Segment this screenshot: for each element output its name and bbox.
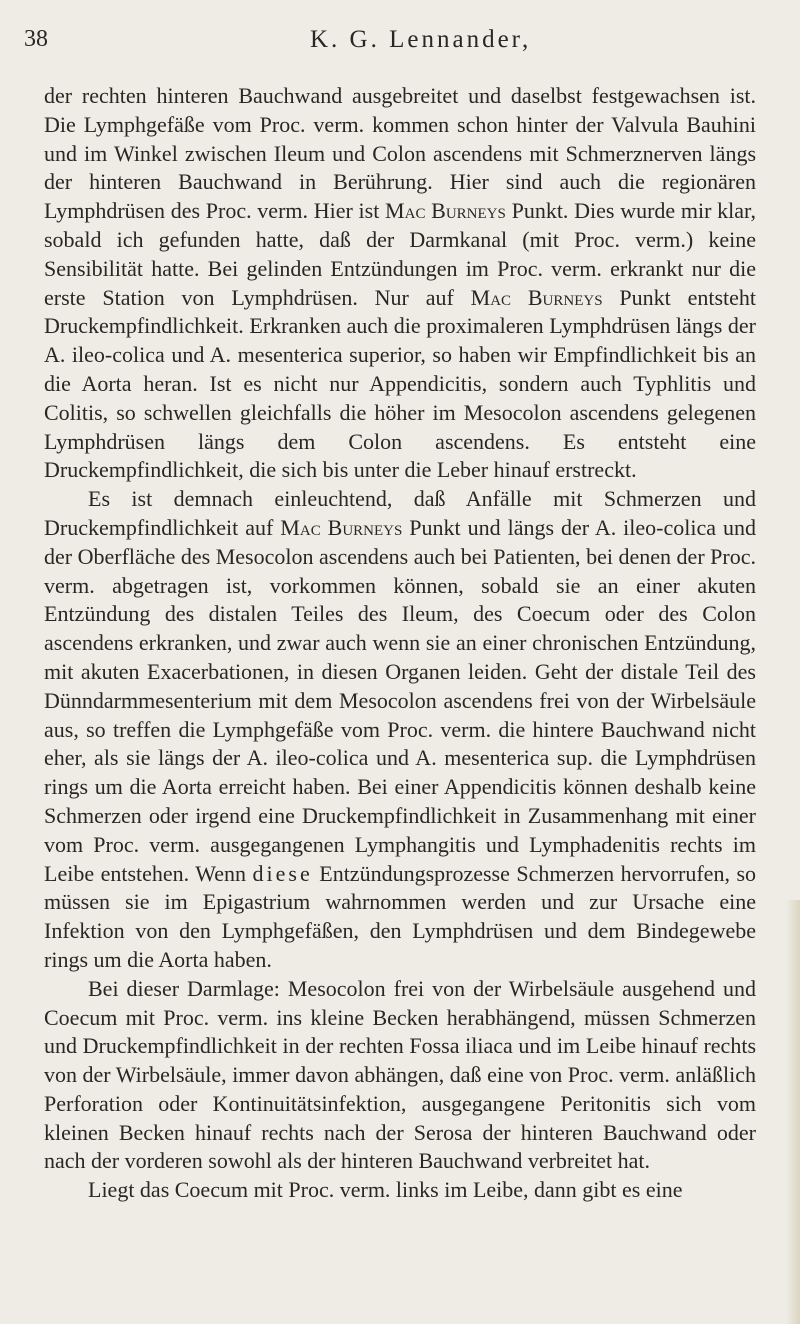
text-segment: der rechten hinteren Bauchwand ausgebreitet und daselbst festgewachsen ist. Die Lymphgefäße vom Proc. verm. kommen schon hinter der Valvula Bauhini und im Winkel zwischen Ileum und Colon ascendens mit Schmerznerven längs der hinteren Bauchwand in Berührung. Hier sind auch die regionären Lymphdrüsen des Proc. verm. Hier ist <box>44 83 756 224</box>
author-name: Mac Burneys <box>280 514 403 540</box>
text-segment: Punkt entsteht Druckempfindlichkeit. Erkranken auch die proximaleren Lymphdrüsen längs der A. ileo-colica und A. mesenterica superior, so haben wir Empfindlichkeit bis an die Aorta heran. Ist es nicht nur Appendicitis, sondern auch Typhlitis und Colitis, so schwellen gleichfalls die höher im Mesocolon ascendens gelegenen Lymphdrüsen längs dem Colon ascendens. Es entsteht eine Druckempfindlichkeit, die sich bis unter die Leber hinauf erstreckt. <box>44 284 756 483</box>
running-head: K. G. Lennander, <box>310 26 532 53</box>
text-segment: Entzündungsprozesse Schmerzen hervorrufen, so müssen sie im Epigastrium wahrnommen werden und zur Ursache eine Infektion von den Lymphgefäßen, den Lymphdrüsen und dem Bindegewebe rings um die Aorta haben. <box>44 860 757 972</box>
paragraph <box>44 485 756 975</box>
text-segment: Punkt und längs der A. ileo-colica und der Oberfläche des Mesocolon ascendens auch bei Patienten, bei denen der Proc. verm. abgetragen ist, vorkommen können, sobald sie an einer akuten Entzündung des distalen Teiles des Ileum, des Coecum oder des Colon ascendens erkranken, und zwar auch wenn sie an einer chronischen Entzündung, mit akuten Exacerbationen, in diesen Organen leiden. Geht der distale Teil des Dünndarmmesenterium mit dem Mesocolon ascendens frei von der Wirbelsäule aus, so treffen die Lymphgefäße vom Proc. verm. die hintere Bauchwand nicht eher, als sie längs der A. ileo-colica und A. mesenterica sup. die Lymphdrüsen rings um die Aorta erreicht haben. Bei einer Appendicitis können deshalb keine Schmerzen oder irgend eine Druckempfindlichkeit in Zusammenhang mit einer vom Proc. verm. ausgegangenen Lymphangitis und Lymphadenitis rechts im Leibe entstehen. Wenn <box>44 514 756 886</box>
author-name: Mac Burneys <box>470 284 603 310</box>
page-header <box>24 22 784 62</box>
text-segment: Punkt. Dies wurde mir klar, sobald ich gefunden hatte, daß der Darmkanal (mit Proc. verm.) keine Sensibilität hatte. Bei gelinden Entzündungen im Proc. verm. erkrankt nur die erste Station von Lymphdrüsen. Nur auf <box>44 198 756 310</box>
text-segment: Es ist demnach einleuchtend, daß Anfälle mit Schmerzen und Druckempfindlichkeit auf <box>44 486 756 540</box>
author-name: Mac Burneys <box>385 198 506 224</box>
text-segment: Bei dieser Darmlage: Mesocolon frei von der Wirbelsäule ausgehend und Coecum mit Proc. verm. ins kleine Becken herabhängend, müssen Schmerzen und Druckempfindlichkeit in der rechten Fossa iliaca und im Leibe hinauf rechts von der Wirbelsäule, immer davon abhängen, daß eine von Proc. verm. anläßlich Perforation oder Kontinuitätsinfektion, ausgegangene Peritonitis sich vom kleinen Becken hinauf rechts nach der Serosa der hinteren Bauchwand oder nach der vorderen sowohl als der hinteren Bauchwand verbreitet hat. <box>44 975 756 1174</box>
paragraph <box>44 1176 756 1205</box>
page-number: 38 <box>24 26 48 52</box>
page-edge-shadow <box>786 900 800 1324</box>
body-text <box>44 82 756 1205</box>
emphasis-text: diese <box>252 860 313 886</box>
paragraph <box>44 82 756 485</box>
paragraph <box>44 975 756 1177</box>
text-segment: Liegt das Coecum mit Proc. verm. links im Leibe, dann gibt es eine <box>88 1177 683 1203</box>
